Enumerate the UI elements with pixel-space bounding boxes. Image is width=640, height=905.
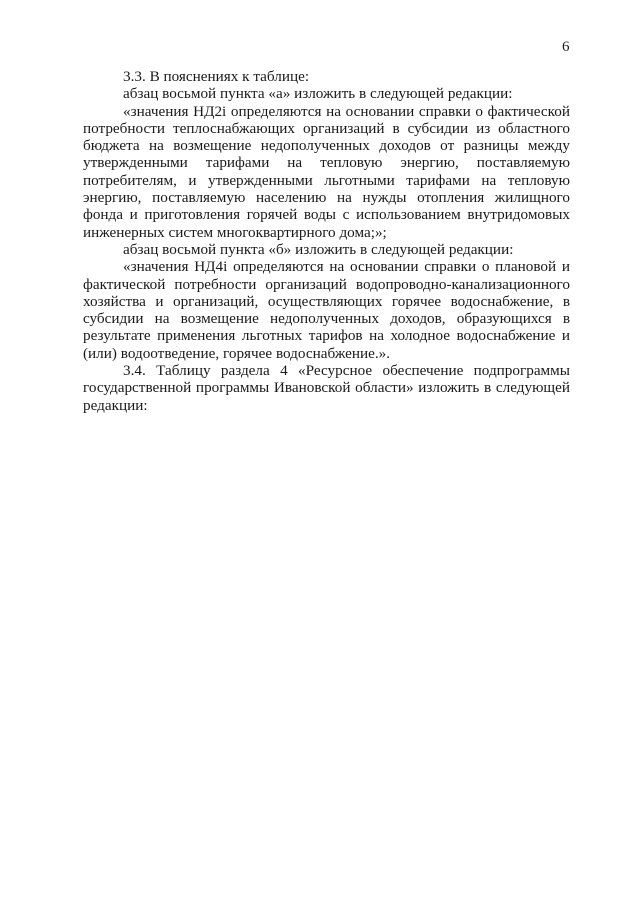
- paragraph-quote-nd2i: «значения НД2i определяются на основании справки о фактической потребности теплоснабжающих организаций в субсидии из областного бюджета на возмещение недополученных доходов от разницы между утвержденными тарифами на тепловую энергию, поставляемую потребителям, и утвержденными льготными тарифами на тепловую энергию, поставляемую населению на нужды отопления жилищного фонда и приготовления горячей воды с использованием внутридомовых инженерных систем многоквартирного дома;»;: [83, 102, 570, 241]
- paragraph-section-3-3: 3.3. В пояснениях к таблице:: [123, 68, 310, 85]
- document-body: [83, 68, 570, 414]
- paragraph-instruction-a: абзац восьмой пункта «а» изложить в следующей редакции:: [123, 85, 513, 103]
- paragraph-instruction-b: абзац восьмой пункта «б» изложить в следующей редакции:: [123, 240, 514, 258]
- paragraph-quote-nd4i: «значения НД4i определяются на основании справки о плановой и фактической потребности организаций водопроводно-канализационного хозяйства и организаций, осуществляющих горячее водоснабжение, в субсидии на возмещение недополученных доходов, образующихся в результате применения льготных тарифов на холодное водоснабжение и (или) водоотведение, горячее водоснабжение.».: [83, 258, 570, 362]
- paragraph-section-3-4: 3.4. Таблицу раздела 4 «Ресурсное обеспечение подпрограммы государственной программы Ивановской области» изложить в следующей редакции:: [83, 362, 570, 414]
- page-number: 6: [562, 39, 570, 55]
